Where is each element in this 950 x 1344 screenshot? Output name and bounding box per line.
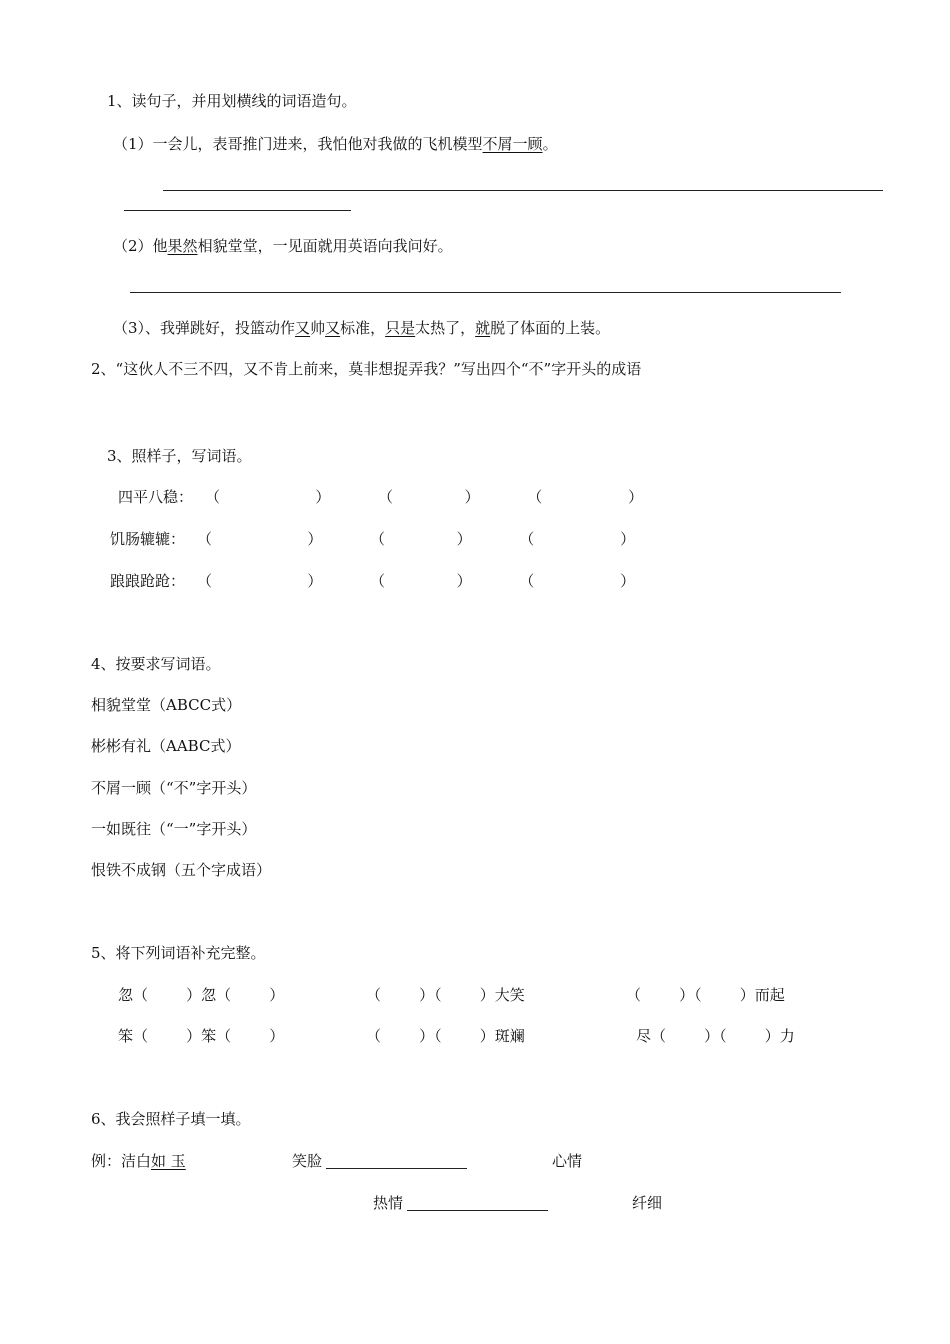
q3-title: 3、照样子，写词语。: [107, 447, 252, 465]
q4-item: 彬彬有礼（AABC式）: [91, 737, 241, 755]
q1-sentence-3: [113, 318, 610, 338]
text: （3）、我弹跳好，投篮动作: [113, 319, 296, 337]
underlined-word: 就: [475, 319, 491, 337]
text: 标准，: [340, 319, 386, 337]
answer-line[interactable]: [407, 1210, 548, 1211]
q4-item: 恨铁不成钢（五个字成语）: [91, 861, 272, 879]
text: 。: [542, 135, 558, 153]
text: （1）一会儿，表哥推门进来，我怕他对我做的飞机模型: [113, 135, 483, 153]
text: （2）他: [113, 237, 168, 255]
q5-blank[interactable]: （ ）（ ）大笑: [366, 986, 525, 1004]
answer-line[interactable]: [130, 292, 841, 293]
q4-item: 一如既往（“一”字开头）: [91, 820, 257, 838]
q5-blank[interactable]: 笨（ ）笨（ ）: [118, 1027, 285, 1045]
q5-blank[interactable]: （ ）（ ）而起: [626, 986, 785, 1004]
answer-line[interactable]: [163, 190, 883, 191]
underlined-word: 又: [295, 319, 311, 337]
q6-word: 纤细: [632, 1194, 663, 1212]
text: 帅: [310, 319, 326, 337]
q3-row-blanks[interactable]: （ ） （ ） （ ）: [197, 572, 636, 590]
q1-sentence-1: [113, 134, 558, 154]
q6-title: 6、我会照样子填一填。: [91, 1110, 251, 1128]
q1-sentence-2: [113, 236, 453, 256]
underlined-word: 不屑一顾: [482, 135, 543, 153]
q3-row-label: 饥肠辘辘：: [110, 530, 186, 548]
q2-title: 2、“这伙人不三不四，又不肯上前来，莫非想捉弄我？”写出四个“不”字开头的成语: [91, 360, 642, 378]
q1-title: 1、读句子，并用划横线的词语造句。: [107, 92, 357, 110]
q5-blank[interactable]: 尽（ ）（ ）力: [636, 1027, 795, 1045]
q4-title: 4、按要求写词语。: [91, 655, 221, 673]
underlined-word: 只是: [385, 319, 416, 337]
q4-item: 不屑一顾（“不”字开头）: [91, 779, 257, 797]
answer-line[interactable]: [124, 210, 351, 211]
q3-row-label: 四平八稳：: [118, 488, 194, 506]
q6-word: 热情: [373, 1194, 404, 1212]
q6-word: 心情: [552, 1152, 583, 1170]
underlined-word: 又: [325, 319, 341, 337]
q3-row-blanks[interactable]: （ ） （ ） （ ）: [205, 488, 644, 506]
text: 太热了，: [415, 319, 476, 337]
text: 例：洁白: [91, 1152, 152, 1170]
q6-example: [91, 1151, 186, 1171]
q3-row-label: 踉踉跄跄：: [110, 572, 186, 590]
q5-blank[interactable]: 忽（ ）忽（ ）: [118, 986, 285, 1004]
text: 脱了体面的上装。: [490, 319, 611, 337]
underlined-word: 如 玉: [151, 1152, 186, 1170]
answer-line[interactable]: [326, 1168, 467, 1169]
text: 相貌堂堂，一见面就用英语向我问好。: [197, 237, 453, 255]
underlined-word: 果然: [167, 237, 198, 255]
q6-word: 笑脸: [292, 1152, 323, 1170]
q4-item: 相貌堂堂（ABCC式）: [91, 696, 242, 714]
q5-blank[interactable]: （ ）（ ）斑斓: [366, 1027, 525, 1045]
q3-row-blanks[interactable]: （ ） （ ） （ ）: [197, 530, 636, 548]
q5-title: 5、将下列词语补充完整。: [91, 944, 266, 962]
